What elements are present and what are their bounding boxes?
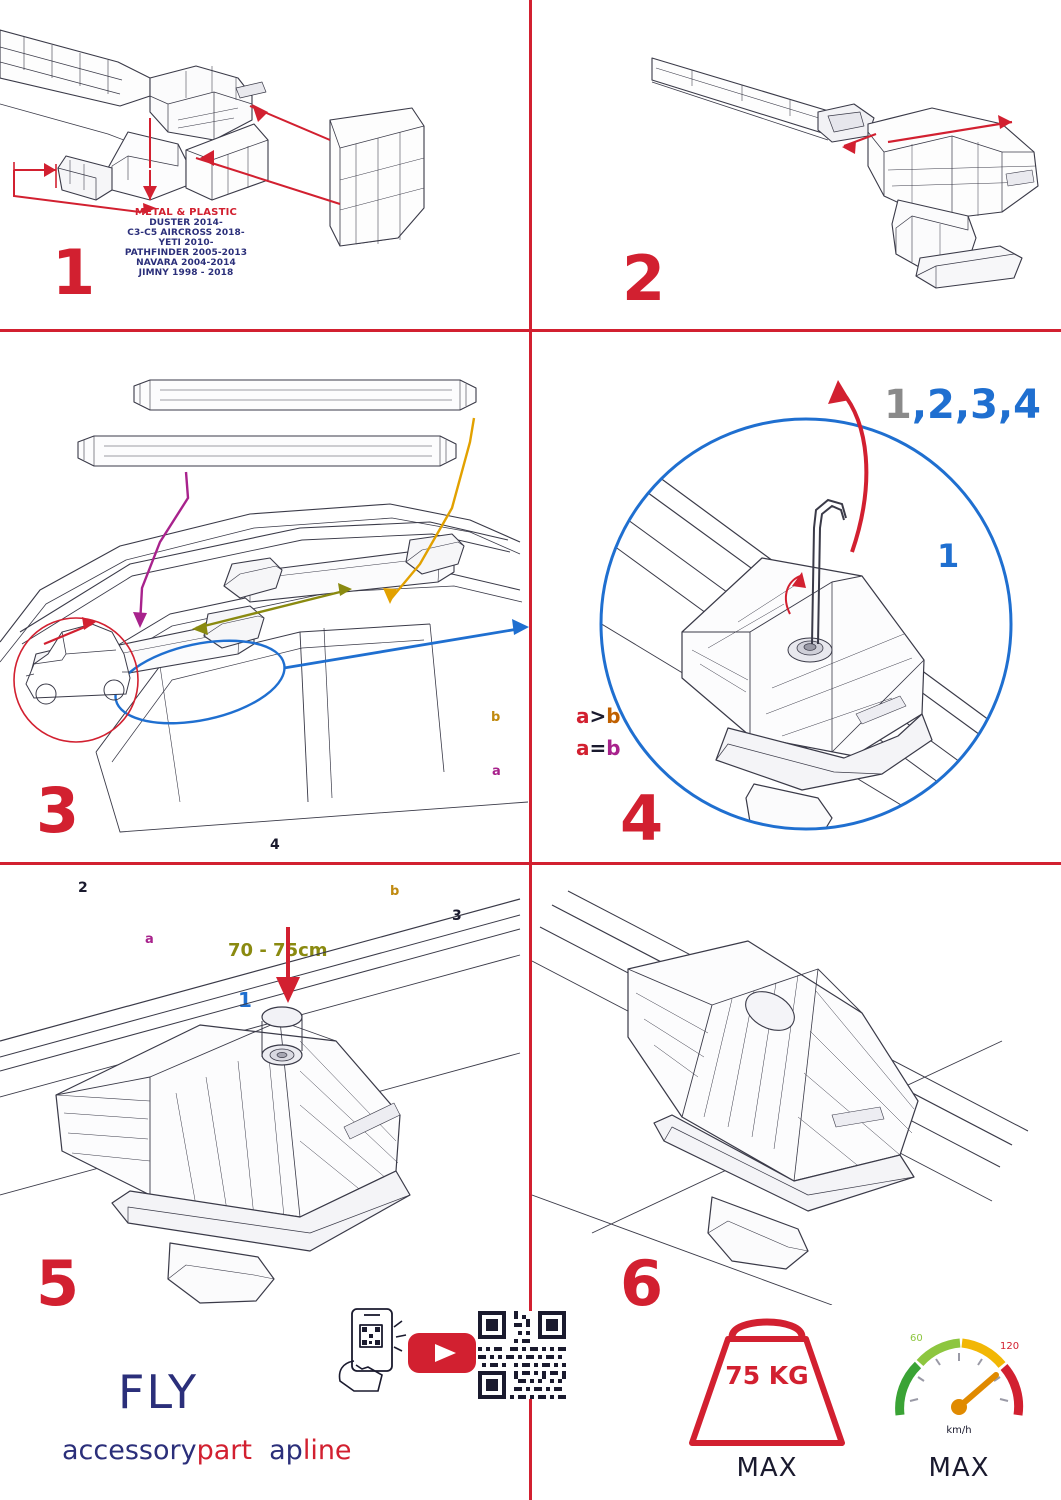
compatibility-title: METAL & PLASTIC [134, 207, 238, 218]
step-6-number: 6 [620, 1247, 663, 1320]
phone-scan-icon [334, 1305, 414, 1397]
panel-step-4 [532, 332, 1061, 862]
compare-op: > [589, 704, 607, 728]
speed-max-label: MAX [928, 1453, 990, 1483]
bar-label-a-top: a [492, 764, 501, 779]
bar-number-3: 3 [452, 908, 462, 924]
bar-label-b-bottom: b [390, 884, 400, 899]
gauge-unit: km/h [946, 1425, 972, 1436]
brand-line-word: line [302, 1435, 352, 1466]
bar-number-1: 1 [238, 988, 252, 1012]
vehicle-item: PATHFINDER 2005-2013 [124, 248, 248, 258]
compare-left: a [576, 736, 590, 760]
panel-step-3 [0, 332, 621, 1012]
sequence-sep: , [954, 382, 971, 428]
compare-right: b [606, 736, 621, 760]
brand-accessory: accessory [62, 1435, 197, 1466]
weight-max-label: MAX [736, 1453, 798, 1483]
brand-ap: ap [269, 1435, 303, 1466]
brand-tagline [62, 1435, 352, 1466]
gauge-tick-low: 60 [910, 1333, 923, 1344]
bar-number-2: 2 [78, 880, 88, 896]
compare-left: a [576, 704, 590, 728]
step-1-compatibility-list [86, 208, 286, 278]
step-6-illustration [532, 865, 1061, 1305]
panel-step-6 [532, 865, 1061, 1500]
weight-limit-icon [682, 1303, 852, 1453]
step-2-number: 2 [622, 242, 665, 315]
youtube-icon[interactable] [406, 1327, 478, 1379]
sequence-1: 1 [884, 382, 912, 428]
brand-fly: FLY [118, 1365, 199, 1419]
vehicle-item: NAVARA 2004-2014 [136, 258, 236, 268]
step-1-number: 1 [52, 236, 95, 309]
step-5-number: 5 [36, 1247, 79, 1320]
step-4-sequence [884, 382, 1041, 428]
compare-op: = [589, 736, 607, 760]
step-4-callout-number: 1 [937, 537, 960, 575]
step-3-number: 3 [36, 774, 79, 847]
bar-label-b-top: b [491, 710, 501, 725]
vehicle-item: YETI 2010- [158, 238, 214, 248]
weight-value: 75 KG [725, 1361, 809, 1390]
step-2-illustration [532, 0, 1061, 329]
gauge-tick-high: 120 [1000, 1341, 1020, 1352]
compare-right: b [606, 704, 621, 728]
panel-step-1 [0, 0, 529, 329]
step-3-illustration [0, 332, 529, 862]
brand-part: part [196, 1435, 252, 1466]
vehicle-item: JIMNY 1998 - 2018 [138, 268, 234, 278]
vehicle-item: C3-C5 AIRCROSS 2018- [127, 228, 245, 238]
sequence-3: 3 [970, 382, 998, 428]
sequence-sep: , [997, 382, 1014, 428]
sequence-sep: , [911, 382, 928, 428]
step-5-illustration [0, 865, 529, 1305]
speed-limit-icon [874, 1303, 1044, 1453]
bar-label-a-bottom: a [145, 932, 154, 947]
distance-label: 70 - 75cm [228, 940, 328, 961]
panel-step-2 [532, 0, 1061, 329]
step-4-number: 4 [620, 782, 663, 855]
sequence-4: 4 [1013, 382, 1041, 428]
panel-step-5 [0, 865, 529, 1500]
vehicle-item: DUSTER 2014- [149, 218, 223, 228]
sequence-2: 2 [927, 382, 955, 428]
bar-number-4: 4 [270, 837, 280, 853]
